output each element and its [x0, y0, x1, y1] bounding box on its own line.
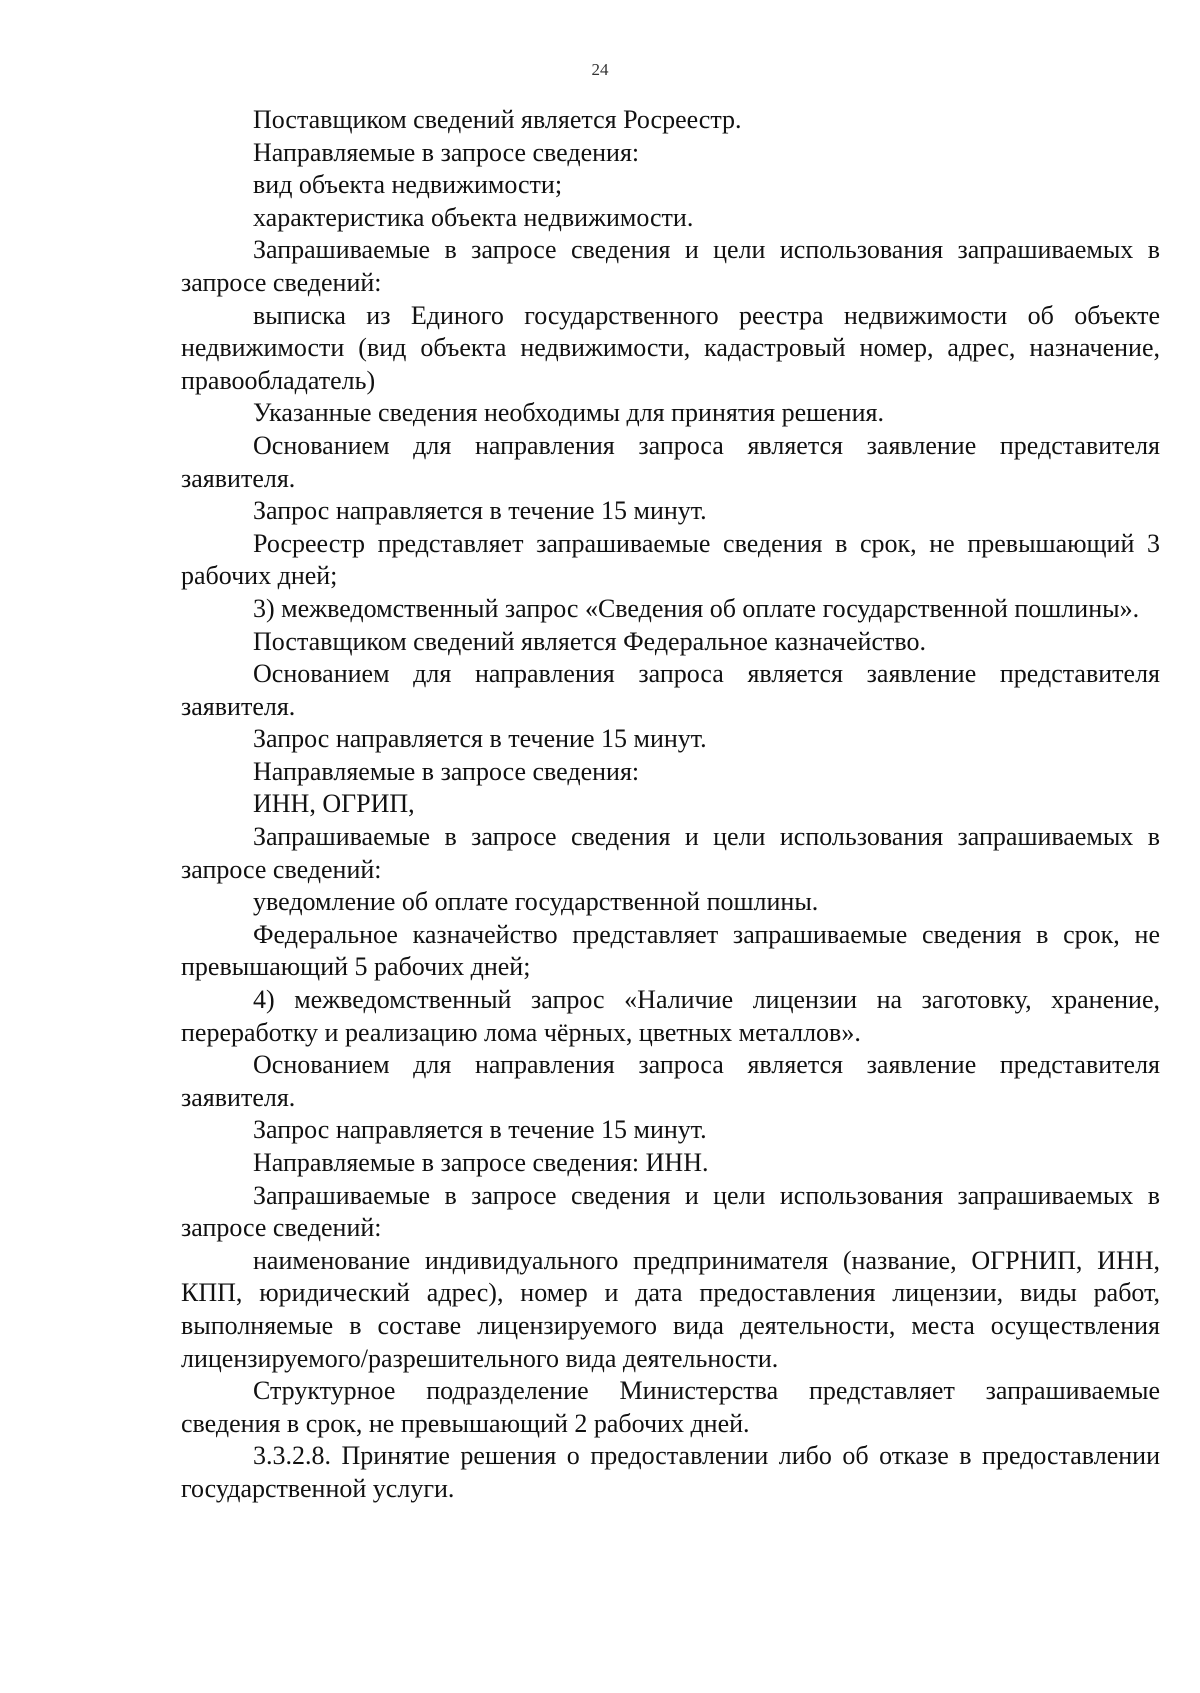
paragraph: Основанием для направления запроса является заявление представителя заявителя. [181, 659, 1160, 721]
paragraph: Поставщиком сведений является Росреестр. [253, 105, 742, 134]
paragraph: Запрашиваемые в запросе сведения и цели использования запрашиваемых в запросе сведений: [181, 822, 1160, 884]
paragraph: вид объекта недвижимости; [253, 170, 563, 200]
paragraph: Основанием для направления запроса является заявление представителя заявителя. [181, 1050, 1160, 1112]
paragraph: 3) межведомственный запрос «Сведения об оплате государственной пошлины». [253, 593, 1140, 623]
paragraph: Основанием для направления запроса является заявление представителя заявителя. [181, 430, 1160, 493]
paragraph: характеристика объекта недвижимости. [253, 202, 694, 232]
paragraph: 3.3.2.8. Принятие решения о предоставлении либо об отказе в предоставлении государственной услуги. [181, 1441, 1160, 1503]
paragraph: Направляемые в запросе сведения: [253, 137, 640, 167]
paragraph: Указанные сведения необходимы для принятия решения. [253, 398, 884, 428]
paragraph: наименование индивидуального предпринимателя (название, ОГРНИП, ИНН, КПП, юридический адрес), номер и дата предоставления лицензии, виды работ, выполняемые в составе лицензируемого вида деятельности, места осуществления лицензируемого/разрешительного вида деятельности. [181, 1245, 1160, 1373]
paragraph: Направляемые в запросе сведения: [253, 756, 640, 786]
paragraph: Поставщиком сведений является Федеральное казначейство. [253, 626, 926, 656]
paragraph: Росреестр представляет запрашиваемые сведения в срок, не превышающий 3 рабочих дней; [181, 528, 1160, 591]
paragraph: уведомление об оплате государственной пошлины. [253, 887, 819, 917]
page-number: 24 [591, 60, 609, 79]
paragraph: ИНН, ОГРИП, [253, 789, 415, 819]
paragraph: Запрос направляется в течение 15 минут. [253, 724, 707, 754]
paragraph: Структурное подразделение Министерства представляет запрашиваемые сведения в срок, не превышающий 2 рабочих дней. [181, 1376, 1160, 1438]
paragraph: 4) межведомственный запрос «Наличие лицензии на заготовку, хранение, переработку и реализацию лома чёрных, цветных металлов». [181, 985, 1160, 1047]
paragraph: Направляемые в запросе сведения: ИНН. [253, 1148, 709, 1177]
document-body [181, 104, 1160, 1506]
paragraph: Федеральное казначейство представляет запрашиваемые сведения в срок, не превышающий 5 рабочих дней; [181, 919, 1160, 982]
paragraph: Запрос направляется в течение 15 минут. [253, 1115, 707, 1145]
paragraph: выписка из Единого государственного реестра недвижимости об объекте недвижимости (вид объекта недвижимости, кадастровый номер, адрес, назначение, правообладатель) [181, 300, 1160, 395]
paragraph: Запрос направляется в течение 15 минут. [253, 496, 707, 526]
paragraph: Запрашиваемые в запросе сведения и цели использования запрашиваемых в запросе сведений: [181, 235, 1160, 297]
paragraph: Запрашиваемые в запросе сведения и цели использования запрашиваемых в запросе сведений: [181, 1180, 1160, 1243]
